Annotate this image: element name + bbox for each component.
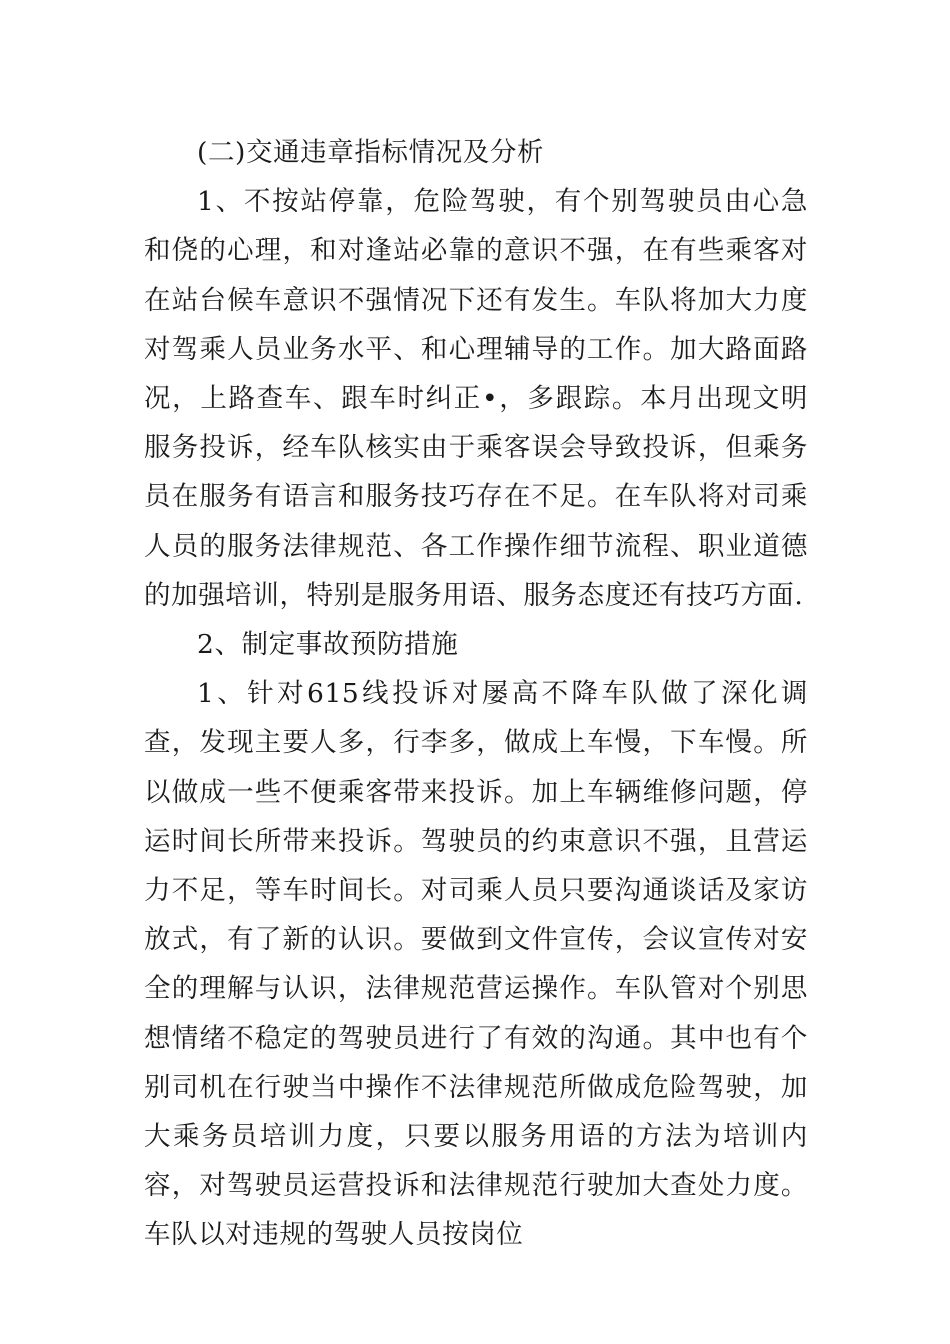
subsection-heading: 2、制定事故预防措施 [197,629,459,661]
section-heading: (二)交通违章指标情况及分析 [197,137,545,168]
body-paragraph: 1、针对615线投诉对屡高不降车队做了深化调查，发现主要人多，行李多，做成上车慢，下车慢。所以做成一些不便乘客带来投诉。加上车辆维修问题，停运时间长所带来投诉。驾驶员的约束意识不强，且营运力不足，等车时间长。对司乘人员只要沟通谈话及家访放式，有了新的认识。要做到文件宣传，会议宣传对安全的理解与认识，法律规范营运操作。车队管对个别思想情绪不稳定的驾驶员进行了有效的沟通。其中也有个别司机在行驶当中操作不法律规范所做成危险驾驶，加大乘务员培训力度，只要以服务用语的方法为培训内容，对驾驶员运营投诉和法律规范行驶加大查处力度。车队以对违规的驾驶人员按岗位 [144,678,808,1251]
body-paragraph: 1、不按站停靠，危险驾驶，有个别驾驶员由心急和侥的心理，和对逢站必靠的意识不强，在有些乘客对在站台候车意识不强情况下还有发生。车队将加大力度对驾乘人员业务水平、和心理辅导的工作。加大路面路况，上路查车、跟车时纠正•，多跟踪。本月出现文明服务投诉，经车队核实由于乘客误会导致投诉，但乘务员在服务有语言和服务技巧存在不足。在车队将对司乘人员的服务法律规范、各工作操作细节流程、职业道德的加强培训，特别是服务用语、服务态度还有技巧方面. [144,186,808,611]
